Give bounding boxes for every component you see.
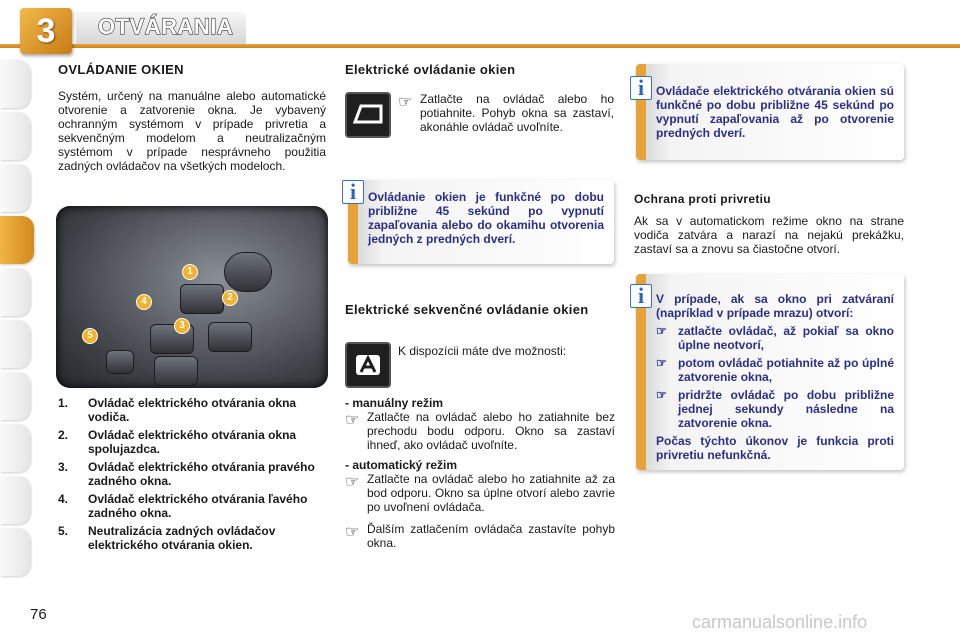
door-switch-photo	[56, 206, 328, 388]
sequential-section	[345, 302, 615, 317]
pointing-hand-icon: ☞	[345, 474, 360, 491]
callout-badge: 4	[136, 294, 152, 310]
chapter-tab[interactable]	[0, 164, 30, 212]
auto-mode-text-2: Ďalším zatlačením ovládača zastavíte pohyb okna.	[367, 522, 615, 550]
info-text: Ovládače elektrického otvárania okien sú funkčné po dobu približne 45 sekúnd po vypnutí zapaľovania až po otvorenie predných dverí.	[656, 84, 894, 140]
callout-badge: 5	[82, 328, 98, 344]
chapter-tab[interactable]	[0, 320, 30, 368]
chapter-tab[interactable]	[0, 424, 30, 472]
callout-badge: 1	[182, 264, 198, 280]
chapter-tab[interactable]	[0, 476, 30, 524]
mirror-control	[224, 252, 272, 292]
info-icon: i	[630, 284, 652, 308]
chapter-tabs	[0, 60, 30, 580]
info-box	[636, 274, 904, 470]
manual-mode-text: Zatlačte na ovládač alebo ho zatiahnite bez prechodu bodu odporu. Okno sa zastaví ihneď, ako ovládač uvoľníte.	[367, 410, 615, 452]
options-text: K dispozícii máte dve možnosti:	[398, 344, 567, 358]
chapter-tab-active[interactable]	[0, 216, 34, 264]
control-list	[58, 396, 320, 556]
info-icon: i	[630, 76, 652, 100]
watermark: carmanualsonline.info	[692, 612, 868, 632]
section-heading: Elektrické sekvenčné ovládanie okien	[345, 302, 589, 317]
list-item: 3. Ovládač elektrického otvárania pravého zadného okna.	[58, 460, 315, 488]
section-heading: Elektrické ovládanie okien	[345, 62, 516, 77]
switch-5	[106, 350, 134, 374]
list-item: 4. Ovládač elektrického otvárania ľavého zadného okna.	[58, 492, 308, 520]
callout-badge: 3	[174, 318, 190, 334]
section-heading: OVLÁDANIE OKIEN	[58, 62, 184, 77]
list-item: 5. Neutralizácia zadných ovládačov elektrického otvárania okien.	[58, 524, 276, 552]
page-title: OTVÁRANIA	[98, 14, 234, 39]
instruction-row	[398, 92, 614, 134]
middle-column	[345, 62, 615, 77]
intro-text: Systém, určený na manuálne alebo automatické otvorenie a zatvorenie okna. Je vybavený ochranným systémom v prípade privretia a sekvenčným modelom a neutralizačným systémom v prípade nesprávneho použitia zadných ovládačov na všetkých modeloch.	[58, 89, 326, 173]
switch-2	[208, 322, 252, 352]
info-text: V prípade, ak sa okno pri zatváraní (napríklad v prípade mrazu) otvorí: ☞ zatlačte ovládač, až pokiaľ sa okno úplne neotvorí, ☞ potom ovládač potiahnite až po úplné zatvorenie okna, ☞ pridržte ovládač po dobu približne jednej sekundy následne na zatvorenie okna. Počas týchto úkonov je funkcia proti privretiu nefunkčná.	[656, 292, 894, 462]
chapter-tab[interactable]	[0, 112, 30, 160]
list-item: ☞ zatlačte ovládač, až pokiaľ sa okno úplne neotvorí,	[656, 324, 894, 352]
chapter-tab[interactable]	[0, 528, 30, 576]
info-box	[636, 64, 904, 160]
chapter-tab[interactable]	[0, 60, 30, 108]
chapter-tab[interactable]	[0, 268, 30, 316]
pointing-hand-icon: ☞	[345, 412, 360, 429]
instruction-text: Zatlačte na ovládač alebo ho potiahnite. Pohyb okna sa zastaví, akonáhle ovládač uvoľníte.	[420, 92, 614, 134]
list-item: ☞ potom ovládač potiahnite až po úplné zatvorenie okna,	[656, 356, 894, 384]
pointing-hand-icon: ☞	[398, 94, 413, 111]
callout-badge: 2	[222, 290, 238, 306]
left-column	[58, 62, 326, 173]
pinch-text: Ak sa v automatickom režime okno na strane vodiča zatvára a narazí na nejakú prekážku, zastaví sa a znovu sa čiastočne otvorí.	[634, 214, 904, 256]
section-heading: Ochrana proti privretiu	[634, 192, 771, 206]
info-icon: i	[342, 180, 364, 204]
auto-mode-icon	[345, 342, 391, 388]
list-item: 1. Ovládač elektrického otvárania okna vodiča.	[58, 396, 297, 424]
chapter-tab[interactable]	[0, 372, 30, 420]
list-item: 2. Ovládač elektrického otvárania okna spolujazdca.	[58, 428, 297, 456]
chapter-badge: 3	[20, 8, 72, 54]
auto-mode-title: - automatický režim	[345, 458, 458, 472]
page-number: 76	[30, 606, 47, 623]
info-text: Ovládanie okien je funkčné po dobu približne 45 sekúnd po vypnutí zapaľovania alebo do okamihu otvorenia jedných z predných dverí.	[368, 190, 604, 246]
auto-mode-text: Zatlačte na ovládač alebo ho zatiahnite až za bod odporu. Okno sa úplne otvorí alebo zavrie po uvoľnení ovládača.	[367, 472, 615, 514]
switch-1	[180, 284, 224, 314]
window-switch-icon	[345, 92, 391, 138]
pointing-hand-icon: ☞	[345, 524, 360, 541]
switch-3	[154, 356, 198, 386]
manual-mode-title: - manuálny režim	[345, 396, 444, 410]
header-rule	[0, 44, 960, 48]
modes-block	[345, 392, 615, 550]
info-box	[348, 180, 614, 264]
pinch-protection	[634, 192, 904, 256]
list-item: ☞ pridržte ovládač po dobu približne jednej sekundy následne na zatvorenie okna.	[656, 388, 894, 430]
